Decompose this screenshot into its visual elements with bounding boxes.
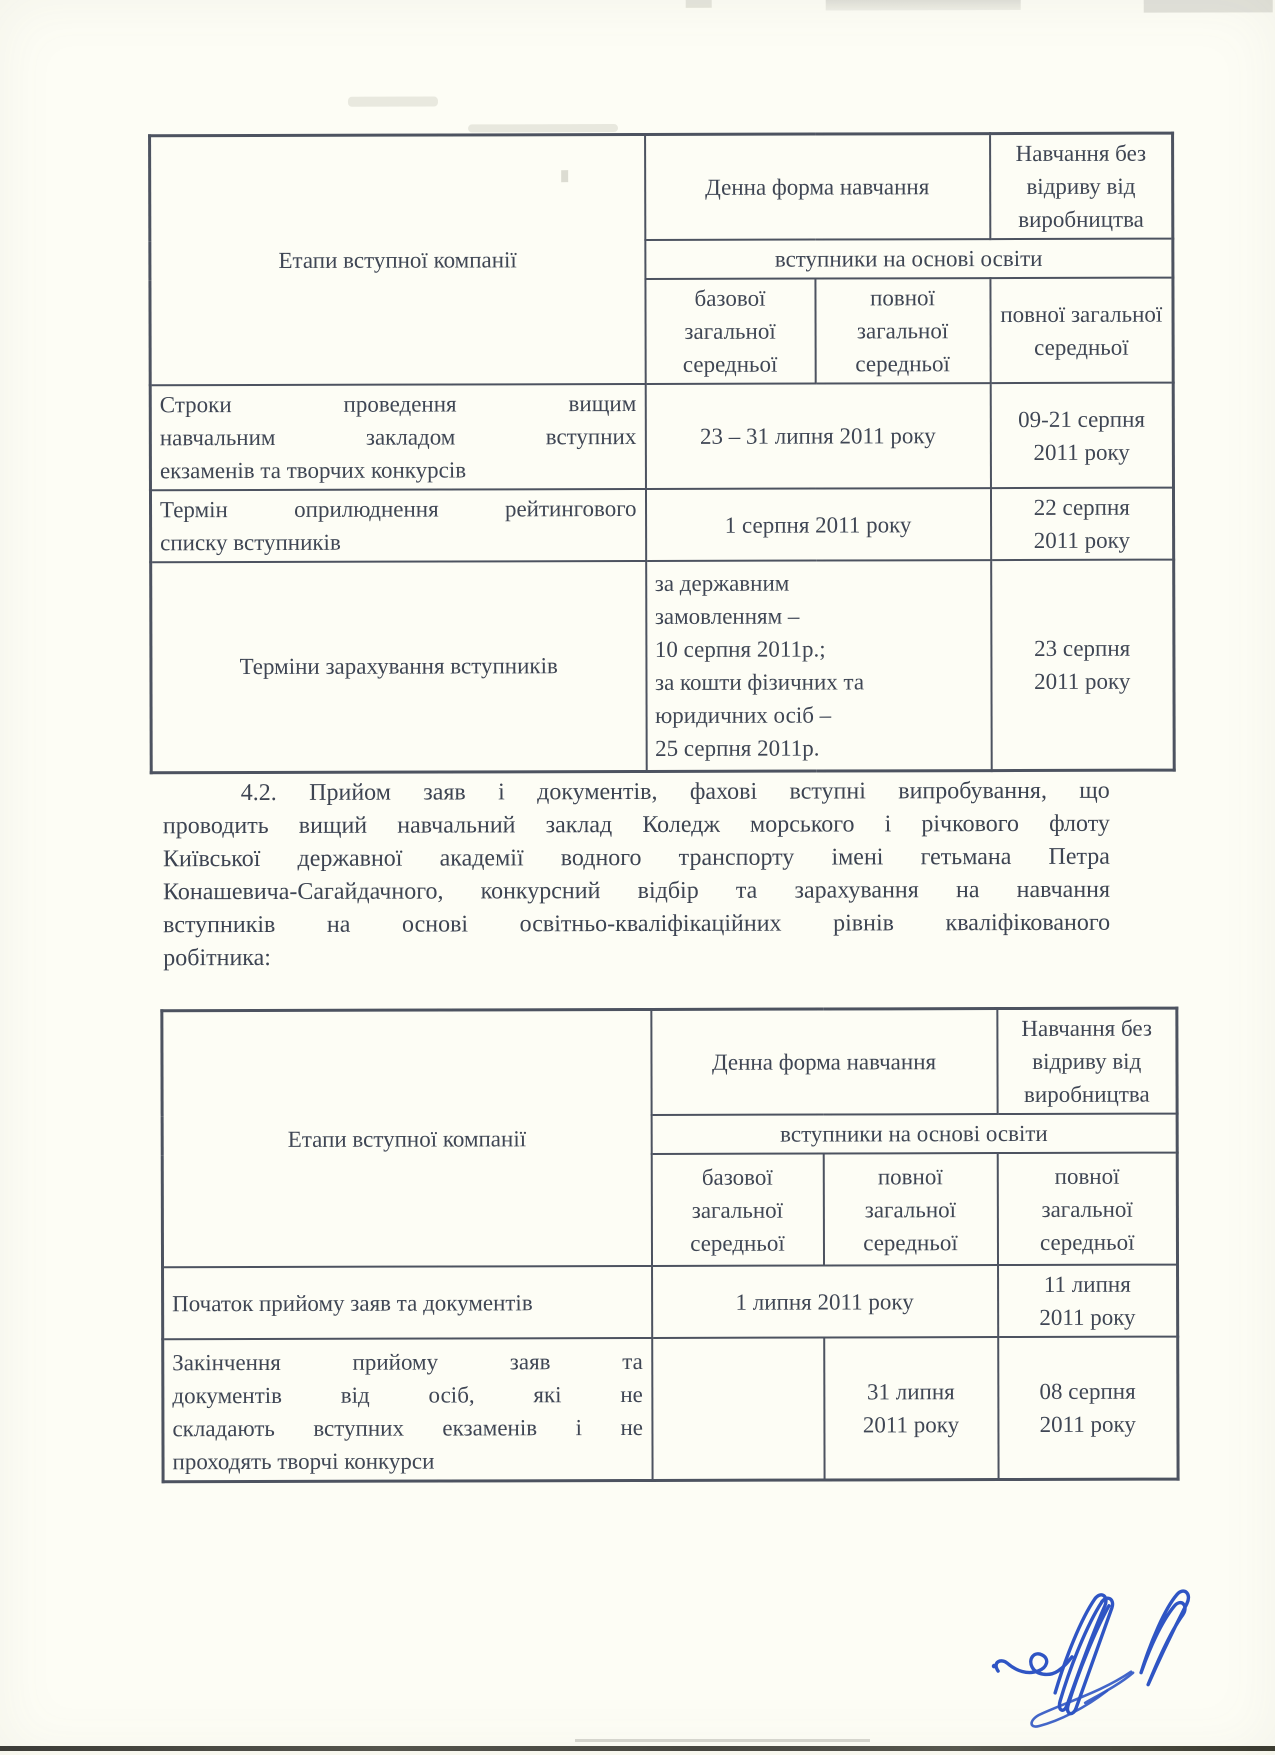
admission-schedule-table-1 (148, 132, 1176, 774)
t1-row3-day-cell (646, 560, 992, 771)
date-line: 23 серпня (1034, 635, 1131, 661)
label-line: проходять творчі конкурси (172, 1448, 435, 1475)
t1-row3-ext-cell (991, 560, 1175, 770)
label-line: екзаменів та творчих конкурсів (159, 457, 467, 484)
scan-smudge (826, 0, 1021, 11)
t1-subheader-full-day: повної загальної середньої (815, 278, 990, 383)
date-line: замовленням – (654, 603, 800, 629)
label-line: Строки проведення вищим (159, 391, 637, 418)
t2-entrants-basis-cell: вступники на основі освіти (651, 1114, 1177, 1154)
t2-row2-basic-cell (652, 1338, 824, 1481)
t1-row3-label-cell: Терміни зарахування вступників (151, 561, 647, 772)
paragraph-line: Київської державної академії водного транспорту імені гетьмана Петра (162, 843, 1110, 873)
admission-schedule-table-2 (160, 1007, 1179, 1484)
date-line: юридичних осіб – (655, 702, 832, 728)
paragraph-line: робітника: (163, 944, 271, 972)
paragraph-line: 4.2. Прийом заяв і документів, фахові вступні випробування, що (240, 777, 1110, 807)
date-line: 2011 року (1039, 1411, 1136, 1437)
handwritten-signature (985, 1575, 1200, 1736)
paragraph-line: Конашевича-Сагайдачного, конкурсний відбір та зарахування на навчання (163, 876, 1111, 906)
label-line: Термін оприлюднення рейтингового (160, 496, 637, 523)
label-line: документів від осіб, які не (172, 1381, 643, 1409)
table-row (150, 383, 1173, 491)
t1-row1-day-cell: 23 – 31 липня 2011 року (645, 383, 990, 489)
date-line: 2011 року (1039, 1304, 1136, 1330)
label-line: списку вступників (160, 529, 341, 556)
paragraph-4-2 (163, 775, 1111, 975)
t1-row1-label-cell (150, 384, 645, 490)
paragraph-line: проводить вищий навчальний заклад Коледж морського і річкового флоту (162, 810, 1110, 840)
table-row (151, 560, 1175, 773)
t2-row2-label-cell (163, 1338, 652, 1482)
date-line: 31 липня (866, 1379, 955, 1405)
scan-smudge (468, 124, 618, 132)
t1-row2-day-cell: 1 серпня 2011 року (645, 488, 990, 561)
date-line: 2011 року (1033, 439, 1130, 465)
t2-stages-header-cell: Етапи вступної компанії (162, 1009, 652, 1267)
t1-row2-label-cell (150, 489, 645, 562)
t1-subheader-basic: базової загальної середньої (645, 279, 815, 384)
date-line: 25 серпня 2011р. (655, 735, 820, 761)
t2-row1-ext-cell (998, 1265, 1178, 1337)
date-line: 2011 року (862, 1412, 960, 1438)
t1-row1-ext-cell (990, 383, 1173, 488)
date-line: 22 серпня (1033, 494, 1130, 520)
label-line: складають вступних екзаменів і не (172, 1414, 643, 1442)
t2-day-form-header-cell: Денна форма навчання (651, 1009, 997, 1115)
t1-day-form-header-cell: Денна форма навчання (645, 134, 990, 240)
label-line: навчальним закладом вступних (159, 424, 637, 451)
t2-subheader-full-ext: повної загальної середньої (997, 1153, 1177, 1265)
t1-extramural-header-cell: Навчання без відриву від виробництва (990, 133, 1173, 239)
date-line: 2011 року (1033, 527, 1131, 553)
t2-row1-day-cell: 1 липня 2011 року (652, 1265, 998, 1338)
date-line: 2011 року (1034, 668, 1131, 694)
date-line: за державним (654, 570, 790, 596)
table-row (163, 1265, 1178, 1340)
t1-stages-header-cell: Етапи вступної компанії (150, 134, 646, 385)
date-line: 08 серпня (1039, 1378, 1136, 1404)
date-line: 10 серпня 2011р.; (654, 636, 826, 662)
t1-entrants-basis-cell: вступники на основі освіти (645, 239, 1173, 279)
t2-row2-full-cell (824, 1337, 998, 1480)
t1-subheader-full-ext: повної загальної середньої (990, 278, 1173, 383)
t1-row2-ext-cell (990, 488, 1173, 560)
paragraph-line: вступників на основі освітньо-кваліфікаційних рівнів кваліфікованого (163, 909, 1111, 939)
t2-row2-ext-cell (998, 1337, 1178, 1480)
label-line: Закінчення прийому заяв та (172, 1348, 643, 1376)
date-line: 09-21 серпня (1018, 406, 1146, 432)
scan-smudge (348, 97, 438, 107)
t2-row1-label-cell: Початок прийому заяв та документів (163, 1266, 652, 1339)
t2-subheader-basic: базової загальної середньої (651, 1154, 823, 1266)
date-line: 11 липня (1043, 1271, 1131, 1297)
date-line: за кошти фізичних та (654, 669, 865, 695)
scan-smudge (686, 0, 712, 8)
table-row (163, 1337, 1178, 1482)
t2-extramural-header-cell: Навчання без відриву від виробництва (997, 1008, 1177, 1114)
t2-subheader-full-day: повної загальної середньої (823, 1153, 997, 1265)
scan-smudge (1144, 0, 1273, 13)
table-row (150, 488, 1173, 563)
